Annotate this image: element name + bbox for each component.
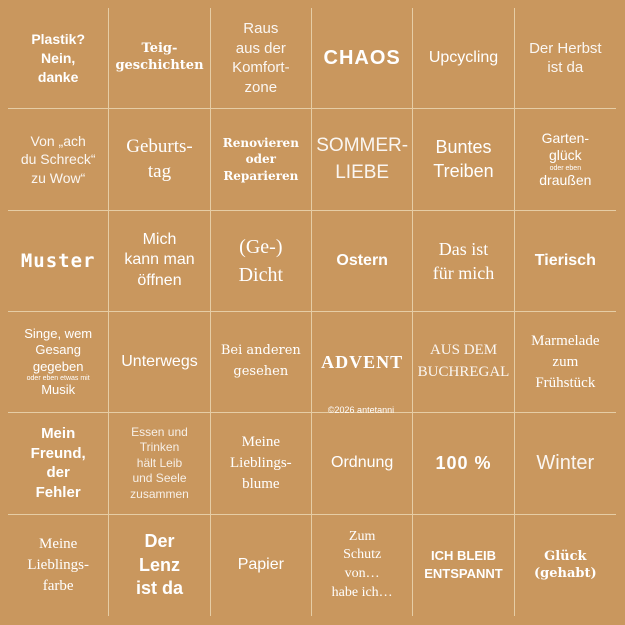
cell-ordnung: Ordnung	[312, 413, 413, 514]
cell-lieblingsblume: Meine Lieblings- blume	[211, 413, 312, 514]
cell-fehler: Mein Freund, der Fehler	[8, 413, 109, 514]
gartenglueck-small: oder eben	[549, 164, 582, 172]
cell-winter: Winter	[515, 413, 616, 514]
cell-gartenglueck	[515, 109, 616, 210]
cell-sommerliebe: SOMMER- LIEBE	[312, 109, 413, 210]
cell-buchregal: AUS DEM BUCHREGAL	[413, 312, 514, 413]
cell-advent: ADVENT	[312, 312, 413, 413]
cell-bei-anderen: Bei anderen gesehen	[211, 312, 312, 413]
cell-ach-du-schreck: Von „ach du Schreck“ zu Wow“	[8, 109, 109, 210]
cell-komfortzone: Raus aus der Komfort- zone	[211, 8, 312, 109]
cell-singe	[8, 312, 109, 413]
gartenglueck-tail: draußen	[539, 171, 592, 188]
bingo-board	[8, 8, 616, 616]
cell-lenz: Der Lenz ist da	[109, 515, 210, 616]
cell-entspannt: ICH BLEIB ENTSPANNT	[413, 515, 514, 616]
cell-papier: Papier	[211, 515, 312, 616]
cell-herbst: Der Herbst ist da	[515, 8, 616, 109]
cell-teiggeschichten: Teig- geschichten	[109, 8, 210, 109]
cell-chaos: CHAOS	[312, 8, 413, 109]
cell-fuer-mich: Das ist für mich	[413, 211, 514, 312]
singe-tail: Musik	[41, 381, 76, 397]
cell-unterwegs: Unterwegs	[109, 312, 210, 413]
cell-ostern: Ostern	[312, 211, 413, 312]
cell-lieblingsfarbe: Meine Lieblings- farbe	[8, 515, 109, 616]
cell-glueck: Glück (gehabt)	[534, 548, 597, 582]
cell-marmelade: Marmelade zum Frühstück	[515, 312, 616, 413]
cell-geburtstag: Geburts- tag	[109, 109, 210, 210]
cell-oeffnen: Mich kann man öffnen	[109, 211, 210, 312]
cell-100-prozent: 100 %	[413, 413, 514, 514]
cell-plastik: Plastik? Nein, danke	[8, 8, 109, 109]
singe-main: Singe, wem Gesang gegeben	[24, 326, 93, 374]
gartenglueck-main: Garten- glück	[541, 129, 590, 164]
cell-muster: Muster	[8, 211, 109, 312]
cell-schutz: Zum Schutz von… habe ich…	[312, 515, 413, 616]
cell-renovieren: Renovieren oder Reparieren	[211, 109, 312, 210]
singe-small: oder eben etwas mit	[26, 374, 90, 382]
copyright-text: ©2026 antetanni	[327, 405, 395, 415]
cell-tierisch: Tierisch	[515, 211, 616, 312]
cell-essen-trinken: Essen und Trinken hält Leib und Seele zusammen	[109, 413, 210, 514]
cell-buntes-treiben: Buntes Treiben	[413, 109, 514, 210]
cell-upcycling: Upcycling	[413, 8, 514, 109]
bingo-grid	[8, 8, 616, 616]
cell-gedicht: (Ge-) Dicht	[211, 211, 312, 312]
